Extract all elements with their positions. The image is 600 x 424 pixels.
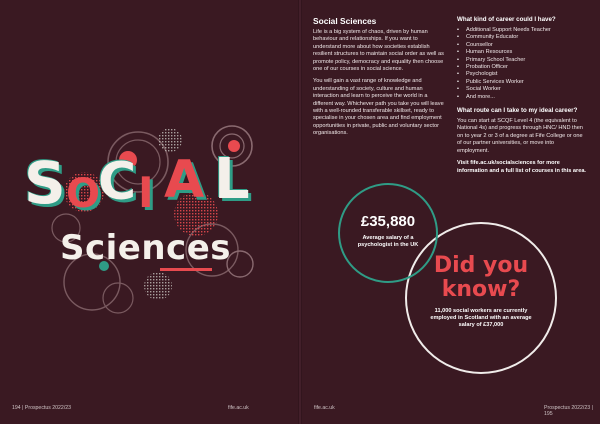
did-you-know-text: 11,000 social workers are currently employed in Scotland with an average salary of £37,000 <box>430 308 532 329</box>
page-gutter <box>298 0 302 424</box>
careers-list <box>457 27 587 101</box>
footer-url-left[interactable]: fife.ac.uk <box>228 405 249 411</box>
list-item: • Psychologist <box>457 71 587 78</box>
headline-letter: S <box>24 149 66 217</box>
did-you-know-line: Did you <box>433 253 529 278</box>
footer-page-right: Prospectus 2022/23 | 195 <box>544 405 593 417</box>
list-item: • Primary School Teacher <box>457 57 587 64</box>
headline-letter: I <box>138 168 154 217</box>
headline-social <box>24 147 294 230</box>
footer-url-right[interactable]: fife.ac.uk <box>314 405 335 411</box>
footer-page-left: 194 | Prospectus 2022/23 <box>12 405 72 411</box>
list-item: • Community Educator <box>457 34 587 41</box>
headline-letter: O <box>66 171 101 217</box>
headline-letter: C <box>98 152 137 212</box>
headline-letter: A <box>164 150 205 210</box>
deco-circle <box>103 283 133 313</box>
route-heading: What route can I take to my ideal career? <box>457 107 578 115</box>
headline-underline <box>160 268 212 271</box>
headline-sciences: Sciences <box>60 228 232 268</box>
list-item: • Human Resources <box>457 49 587 56</box>
salary-stat-circle <box>338 183 438 283</box>
route-text: You can start at SCQF Level 4 (the equivalent to National 4s) and progress through HNC/ HND then on to year 2 or 3 of a degree at Fife College or one of our partner universities, or move into employment. <box>457 118 583 154</box>
deco-dot-circle <box>158 128 182 152</box>
visit-link-text[interactable]: Visit fife.ac.uk/socialsciences for more information and a full list of courses in this area. <box>457 160 586 174</box>
headline-letter: L <box>214 147 250 212</box>
list-item: • Social Worker <box>457 86 587 93</box>
list-item: • Probation Officer <box>457 64 587 71</box>
careers-heading: What kind of career could I have? <box>457 16 556 23</box>
list-item: • Additional Support Needs Teacher <box>457 27 587 34</box>
list-item: • Counsellor <box>457 42 587 49</box>
intro-paragraph: Life is a big system of chaos, driven by human behaviour and relationships. If you want to understand more about how societies establish resilient structures to maintain social order as well as promote policy, democracy and equality then choose one of our courses in social science. <box>313 29 444 73</box>
salary-stat-value: £35,880 <box>360 213 416 230</box>
careers-column <box>457 16 587 180</box>
list-item: • Public Services Worker <box>457 79 587 86</box>
deco-dot-circle <box>144 272 172 300</box>
intro-paragraph: You will gain a vast range of knowledge and understanding of society, culture and human interaction and learn to perceive the world in a different way. Whichever path you take you will leave with a well-rounded transferable skillset, ready to specialise in your chosen area and find employment opportunities in private, public and voluntary sector organisations. <box>313 78 444 137</box>
intro-title: Social Sciences <box>313 16 377 26</box>
list-item: • And more... <box>457 94 587 101</box>
salary-stat-label: Average salary of a psychologist in the UK <box>357 235 419 248</box>
intro-column <box>313 16 445 143</box>
did-you-know-line: know? <box>441 277 521 302</box>
